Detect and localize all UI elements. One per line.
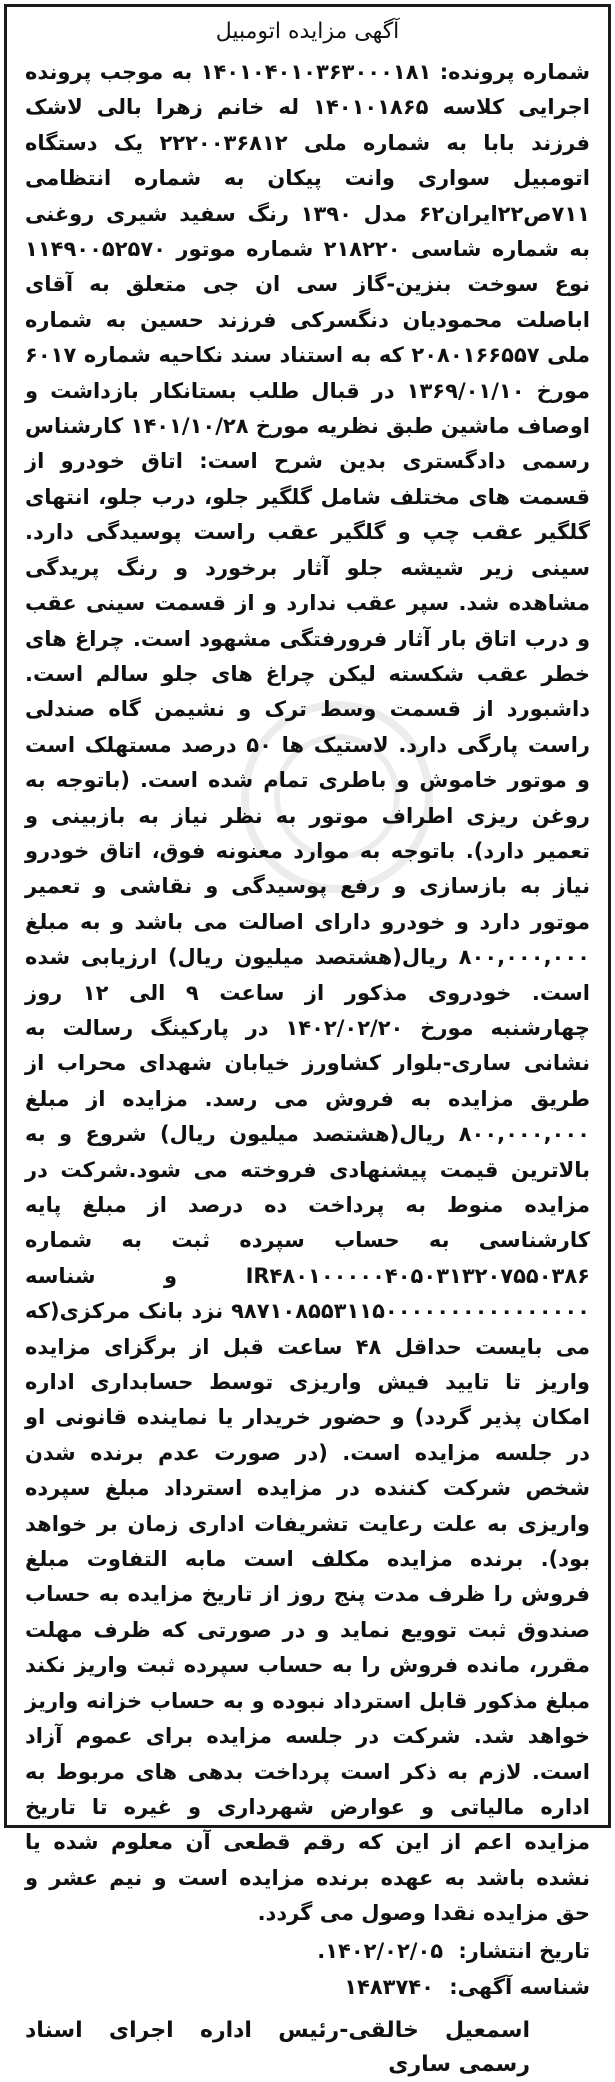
publish-date-label: تاریخ انتشار: bbox=[458, 1938, 590, 1963]
ad-id-label: شناسه آگهی: bbox=[449, 1974, 590, 1999]
publish-date-line bbox=[25, 1934, 590, 1968]
notice-body: شماره پرونده: ۱۴۰۱۰۴۰۱۰۳۶۳۰۰۰۱۸۱ به موجب پرونده اجرایی کلاسه ۱۴۰۱۰۱۸۶۵ له خانم زهرا بالی لاشک فرزند بابا به شماره ملی ۲۲۲۰۰۳۶۸۱۲ یک دستگاه اتومبیل سواری وانت پیکان به شماره انتظامی ۷۱۱ص۲۲ایران۶۲ مدل ۱۳۹۰ رنگ سفید شیری روغنی به شماره شاسی ۲۱۸۲۲۰ شماره موتور ۱۱۴۹۰۰۵۲۵۷۰ نوع سوخت بنزین-گاز سی ان جی متعلق به آقای اباصلت محمودیان دنگسرکی فرزند حسین به شماره ملی ۲۰۸۰۱۶۶۵۵۷ که به استناد سند نکاحیه شماره ۶۰۱۷ مورخ ۱۳۶۹/۰۱/۱۰ در قبال طلب بستانکار بازداشت و اوصاف ماشین طبق نظریه مورخ ۱۴۰۱/۱۰/۲۸ کارشناس رسمی دادگستری بدین شرح است: اتاق خودرو از قسمت های مختلف شامل گلگیر جلو، درب جلو، انتهای گلگیر عقب چپ و گلگیر عقب راست پوسیدگی دارد. سینی زیر شیشه جلو آثار برخورد و رنگ پریدگی مشاهده شد. سپر عقب ندارد و از قسمت سینی عقب و درب اتاق بار آثار فرورفتگی مشهود است. چراغ های خطر عقب شکسته لیکن چراغ های جلو سالم است. داشبورد از قسمت وسط ترک و نشیمن گاه صندلی راست پارگی دارد. لاستیک ها ۵۰ درصد مستهلک است و موتور خاموش و باطری تمام شده است. (باتوجه به روغن ریزی اطراف موتور به نظر نیاز به بازبینی و تعمیر دارد). باتوجه به موارد معنونه فوق، اتاق خودرو نیاز به بازسازی و رفع پوسیدگی و نقاشی و تعمیر موتور دارد و خودرو دارای اصالت می باشد و به مبلغ ۸۰۰,۰۰۰,۰۰۰ ریال(هشتصد میلیون ریال) ارزیابی شده است. خودروی مذکور از ساعت ۹ الی ۱۲ روز چهارشنبه مورخ ۱۴۰۲/۰۲/۲۰ در پارکینگ رسالت به نشانی ساری-بلوار کشاورز خیابان شهدای محراب از طریق مزایده به فروش می رسد. مزایده از مبلغ ۸۰۰,۰۰۰,۰۰۰ ریال(هشتصد میلیون ریال) شروع و به بالاترین قیمت پیشنهادی فروخته می شود.شرکت در مزایده منوط به پرداخت ده درصد از مبلغ پایه کارشناسی به حساب سپرده ثبت به شماره IR۴۸۰۱۰۰۰۰۰۴۰۵۰۳۱۳۲۰۷۵۵۰۳۸۶ و شناسه ۹۸۷۱۰۸۵۵۳۱۱۵۰۰۰۰۰۰۰۰۰۰۰۰۰۰۰۰ نزد بانک مرکزی(که می بایست حداقل ۴۸ ساعت قبل از برگزای مزایده واریز تا تایید فیش واریزی توسط حسابداری اداره امکان پذیر گردد) و حضور خریدار یا نماینده قانونی او در جلسه مزایده است. (در صورت عدم برنده شدن شخص شرکت کننده در مزایده استرداد مبلغ سپرده واریزی به علت رعایت تشریفات اداری زمان بر خواهد بود). برنده مزایده مکلف است مابه التفاوت مبلغ فروش را ظرف مدت پنج روز از تاریخ مزایده به حساب صندوق ثبت توویع نماید و در صورتی که ظرف مهلت مقرر، مانده فروش را به حساب سپرده ثبت واریز نکند مبلغ مذکور قابل استرداد نبوده و به حساب خزانه واریز خواهد شد. شرکت در جلسه مزایده برای عموم آزاد است. لازم به ذکر است پرداخت بدهی های مربوط به اداره مالیاتی و عوارض شهرداری و غیره تا تاریخ مزایده اعم از این که رقم قطعی آن معلوم شده یا نشده باشد به عهده برنده مزایده است و نیم عشر و حق مزایده نقدا وصول می گردد. bbox=[25, 60, 590, 1926]
ad-id-line bbox=[25, 1970, 590, 2004]
auction-notice bbox=[4, 4, 611, 2077]
ad-id: ۱۴۸۳۷۴۰ bbox=[344, 1974, 434, 1999]
signature: اسمعیل خالقی-رئیس اداره اجرای اسناد رسمی ساری bbox=[25, 2017, 530, 2077]
notice-title: آگهی مزایده اتومبیل bbox=[215, 19, 400, 44]
publish-date: ۱۴۰۲/۰۲/۰۵. bbox=[317, 1938, 444, 1963]
